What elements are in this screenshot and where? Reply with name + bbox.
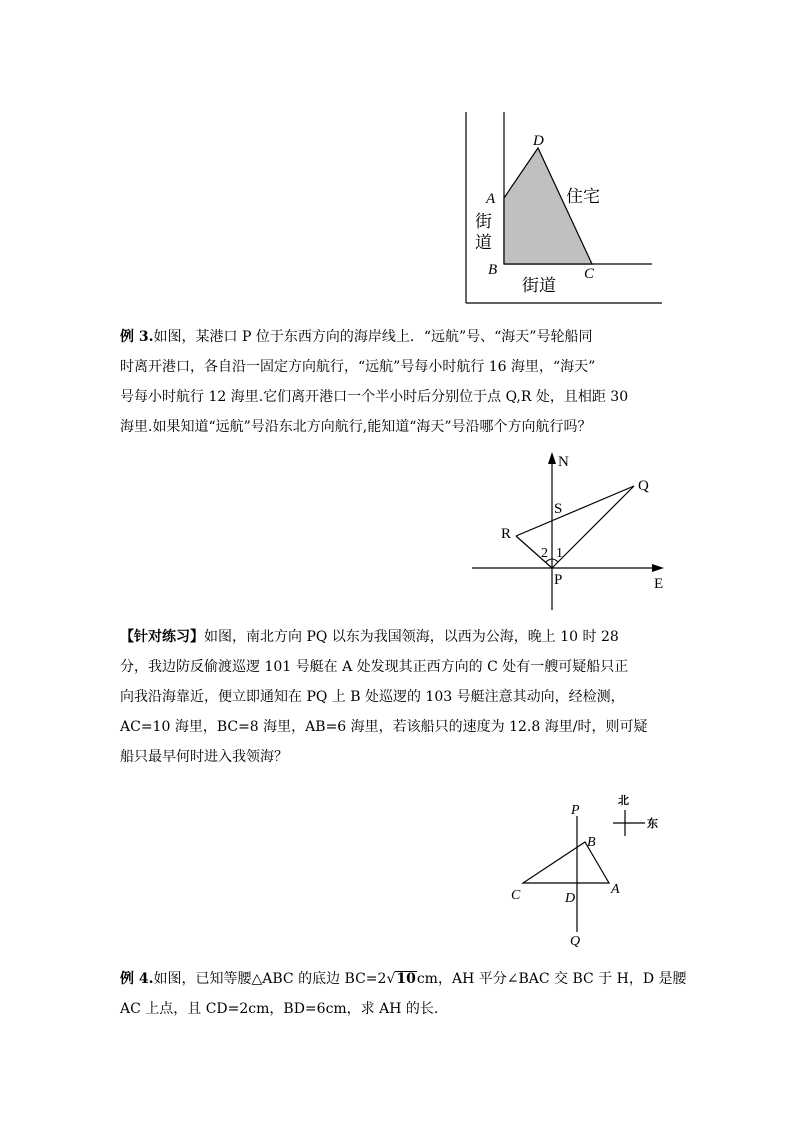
practice-line-4: AC=10 海里，BC=8 海里，AB=6 海里，若该船只的速度为 12.8 海里/时，则可疑	[120, 719, 648, 735]
figure-territorial-waters	[505, 790, 695, 950]
practice-section	[120, 622, 680, 772]
practice-line-3: 向我沿海靠近，便立即通知在 PQ 上 B 处巡逻的 103 号艇注意其动向，经检测，	[120, 689, 625, 705]
example-3-line-4: 海里.如果知道“远航”号沿东北方向航行,能知道“海天”号沿哪个方向航行吗？	[120, 419, 592, 435]
label-angle-2: 2	[541, 546, 548, 561]
example-4	[120, 964, 687, 1024]
label-R: R	[501, 526, 512, 542]
sqrt-radicand: 10	[396, 971, 416, 987]
label-P: P	[571, 803, 580, 818]
example-3-line-1: 例 3.如图，某港口 P 位于东西方向的海岸线上．“远航”号、“海天”号轮船同	[120, 329, 593, 345]
figure-street-plot	[462, 110, 667, 305]
practice-line-1: 【针对练习】如图，南北方向 PQ 以东为我国领海，以西为公海，晚上 10 时 28	[120, 629, 619, 645]
figure-port-diagram	[468, 450, 680, 612]
label-S: S	[554, 501, 563, 517]
example-3-label: 例 3.	[120, 329, 154, 345]
label-D: D	[533, 133, 544, 149]
example-3-line-2: 时离开港口，各自沿一固定方向航行，“远航”号每小时航行 16 海里，“海天”	[120, 359, 596, 375]
example-4-label: 例 4.	[120, 971, 154, 987]
label-B: B	[488, 262, 498, 278]
practice-line-2: 分，我边防反偷渡巡逻 101 号艇在 A 处发现其正西方向的 C 处有一艘可疑船只正	[120, 659, 629, 675]
label-B: B	[587, 835, 596, 850]
label-C: C	[511, 888, 521, 903]
label-D: D	[565, 891, 576, 906]
label-N: N	[558, 454, 569, 470]
practice-line-5: 船只最早何时进入我领海？	[120, 749, 288, 765]
label-angle-1: 1	[556, 546, 563, 561]
label-P: P	[554, 572, 563, 588]
sqrt-symbol: √	[386, 971, 396, 987]
label-street-h: 街道	[522, 276, 556, 295]
shaded-region	[504, 148, 592, 264]
label-north: 北	[618, 795, 629, 807]
label-C: C	[584, 266, 595, 282]
label-east: 东	[647, 818, 658, 830]
label-Q: Q	[638, 478, 649, 494]
example-4-line-2: AC 上点，且 CD=2cm，BD=6cm，求 AH 的长.	[120, 1001, 439, 1017]
label-A: A	[611, 882, 620, 897]
practice-label: 【针对练习】	[120, 629, 204, 645]
label-E: E	[654, 576, 664, 592]
label-A: A	[486, 191, 496, 207]
label-house: 住宅	[566, 187, 600, 206]
example-3	[120, 322, 680, 442]
label-street-v2: 道	[475, 233, 492, 252]
example-4-line-1: 例 4.如图，已知等腰△ABC 的底边 BC=2√10cm，AH 平分∠BAC 交 BC 于 H，D 是腰	[120, 971, 687, 987]
label-Q: Q	[570, 934, 581, 949]
example-3-line-3: 号每小时航行 12 海里.它们离开港口一个半小时后分别位于点 Q,R 处，且相距 30	[120, 389, 629, 405]
label-street-v1: 街	[475, 212, 492, 231]
